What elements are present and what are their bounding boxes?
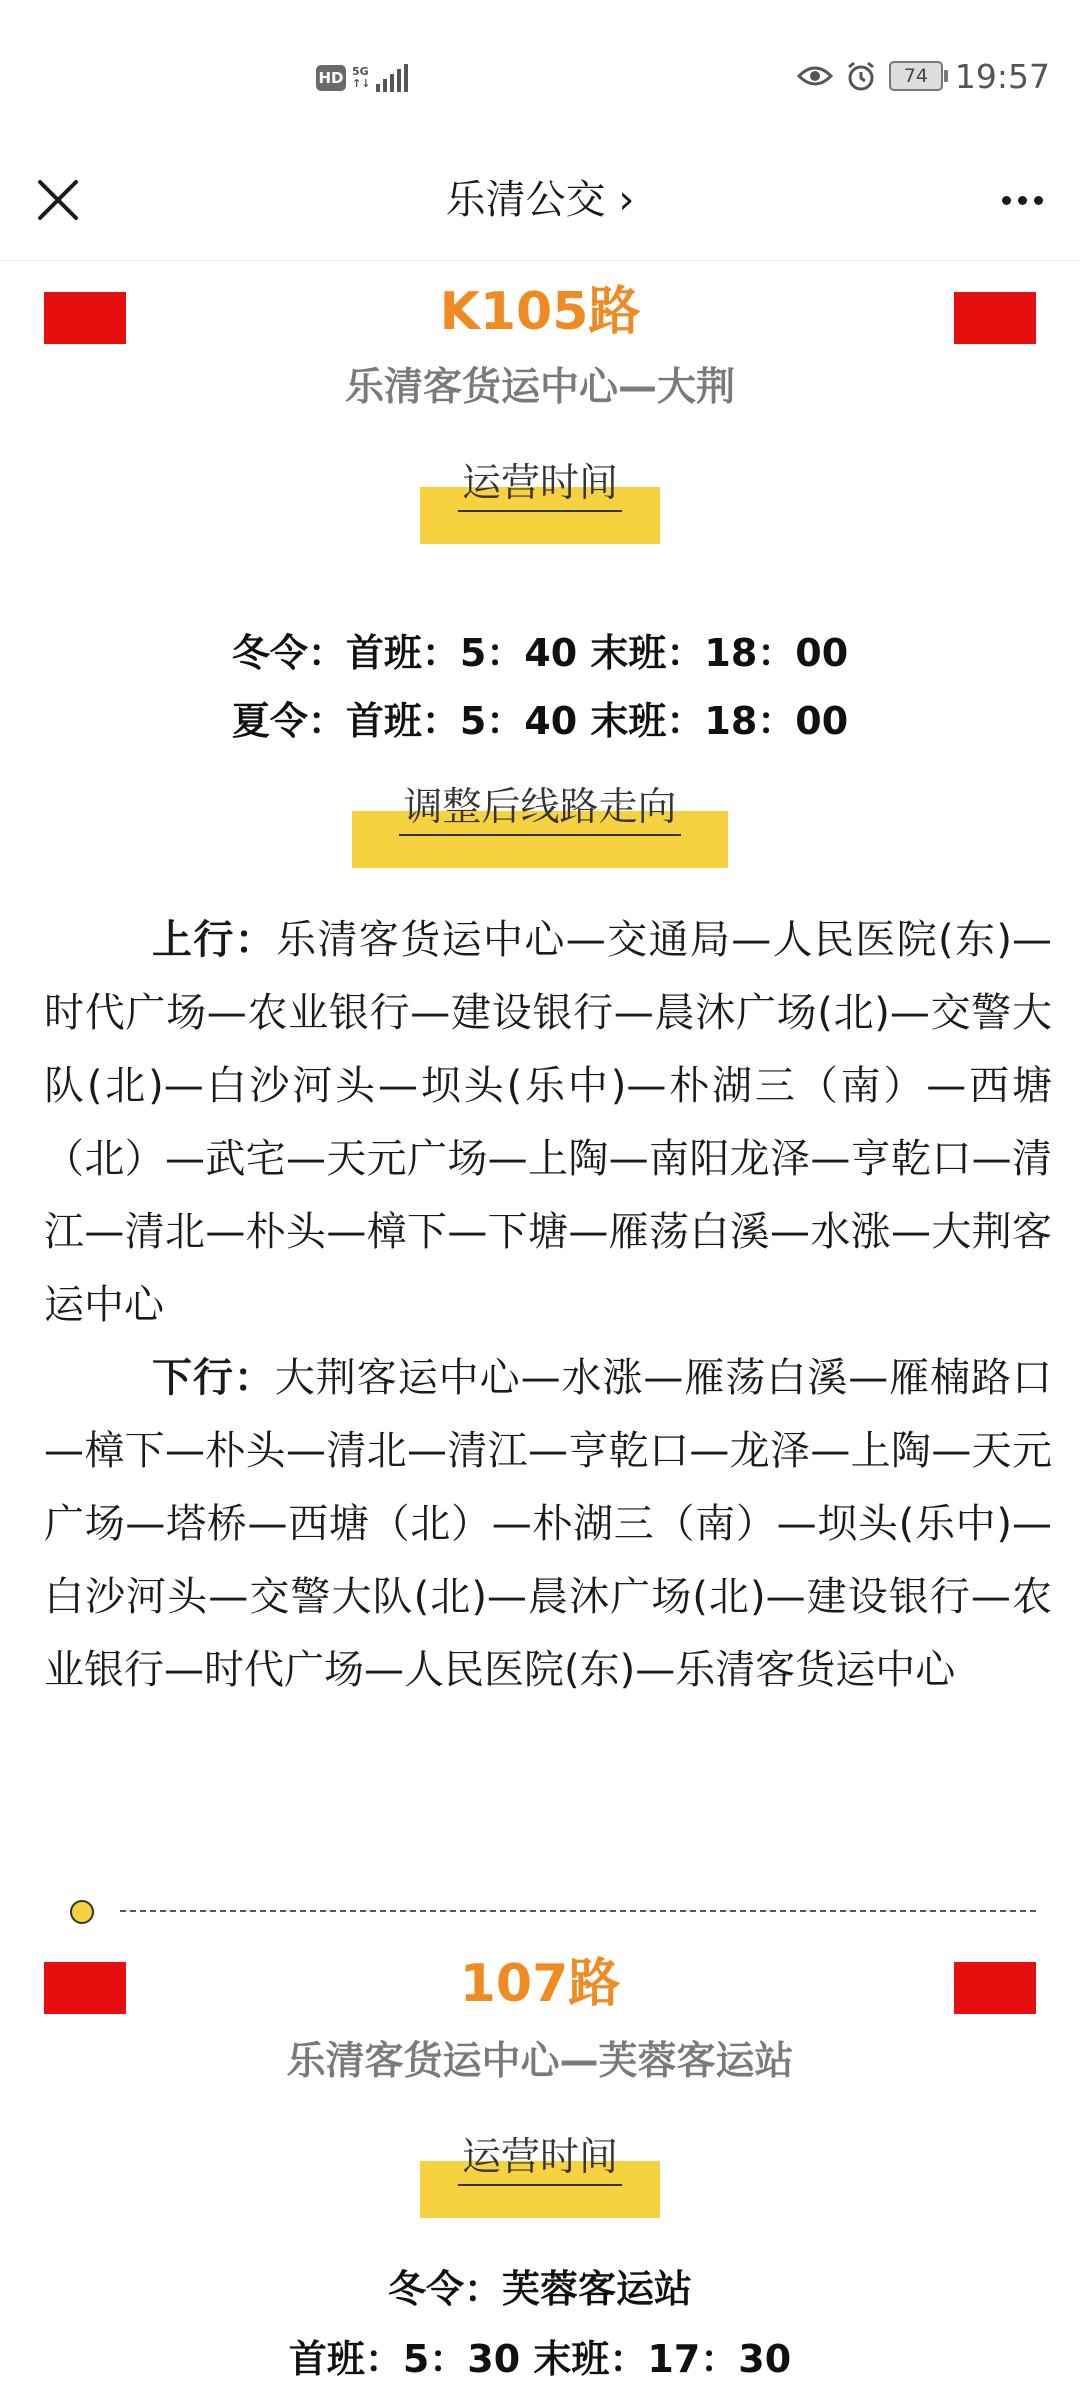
network-type-label: 5G: [352, 65, 369, 78]
upward-label: 上行：: [152, 917, 277, 963]
route-section-107: [0, 1954, 1080, 2381]
direction-tag: [352, 782, 728, 868]
route-name: 107路: [459, 1954, 621, 2014]
hours-label: 运营时间: [458, 2132, 622, 2186]
route-endpoints: 乐清客货运中心—芙蓉客运站: [286, 2039, 794, 2084]
section-divider: [0, 1892, 1080, 1932]
alarm-icon: [845, 60, 877, 92]
hours-tag: [420, 2132, 660, 2218]
winter-station: 冬令：芙蓉客运站: [387, 2267, 692, 2311]
network-type-icon: [352, 66, 370, 90]
status-bar: [0, 0, 1080, 150]
dashed-line: [120, 1910, 1036, 1912]
summer-schedule: 夏令：首班：5：40 末班：18：00: [231, 699, 849, 743]
downward-route: [44, 1342, 1052, 1707]
downward-stops: 大荆客运中心—水涨—雁荡白溪—雁楠路口—樟下—朴头—清北—清江—亨乾口—龙泽—上陶—天元广场—塔桥—西塘（北）—朴湖三（南）—坝头(乐中)—白沙河头—交警大队(北)—晨沐广场(北)—建设银行—农业银行—时代广场—人民医院(东)—乐清客货运中心: [44, 1355, 1053, 1693]
route-endpoints: 乐清客货运中心—大荆: [344, 365, 735, 410]
clock: 19:57: [954, 56, 1050, 96]
page-title: 乐清公交: [445, 177, 606, 223]
more-dot-icon: [1002, 196, 1011, 205]
hours-label: 运营时间: [458, 458, 622, 512]
route-stops: [0, 904, 1080, 1707]
more-button[interactable]: [992, 170, 1052, 230]
more-dot-icon: [1034, 196, 1043, 205]
account-title-link[interactable]: [0, 170, 1080, 230]
direction-label: 调整后线路走向: [399, 782, 680, 836]
battery-icon: [889, 61, 943, 91]
hours-tag: [420, 458, 660, 544]
eye-icon: [797, 63, 833, 89]
partial-schedule: 首班：5：30 末班：17：30: [288, 2337, 792, 2381]
upward-stops: 乐清客货运中心—交通局—人民医院(东)—时代广场—农业银行—建设银行—晨沐广场(北)—交警大队(北)—白沙河头—坝头(乐中)—朴湖三（南）—西塘（北）—武宅—天元广场—上陶—南阳龙泽—亨乾口—清江—清北—朴头—樟下—下塘—雁荡白溪—水涨—大荆客运中心: [44, 917, 1053, 1328]
divider-dot-icon: [70, 1900, 94, 1924]
route-section-k105: [0, 262, 1080, 1882]
upward-route: [44, 904, 1052, 1342]
hd-icon: HD: [316, 65, 346, 91]
chevron-right-icon: ›: [618, 177, 635, 223]
battery-level: 74: [903, 65, 928, 87]
more-dot-icon: [1018, 196, 1027, 205]
article-content: [0, 262, 1080, 2381]
signal-strength-icon: [376, 64, 408, 92]
downward-label: 下行：: [152, 1355, 275, 1401]
route-name: K105路: [439, 282, 641, 342]
nav-bar: [0, 150, 1080, 261]
status-right: [797, 56, 1050, 96]
network-activity-label: ↑↓: [352, 77, 371, 90]
network-indicators: [316, 60, 408, 96]
winter-schedule: 冬令：首班：5：40 末班：18：00: [231, 631, 849, 675]
